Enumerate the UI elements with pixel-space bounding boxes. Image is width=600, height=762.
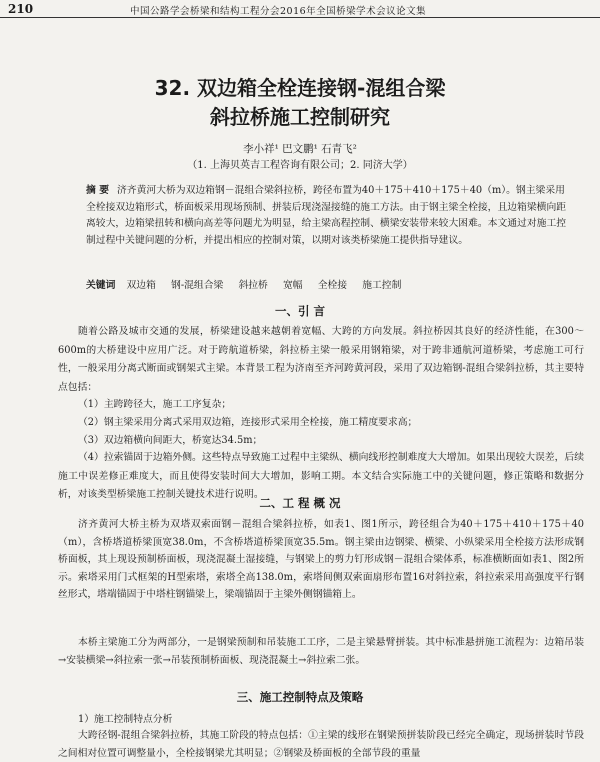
abstract-text: 济齐黄河大桥为双边箱钢－混组合梁斜拉桥，跨径布置为40＋175＋410＋175＋40（m）。钢主梁采用全栓接双边箱形式，桥面板采用现场预制、拼装后现浇湿接缝的施工方法。由于钢主梁全栓接，且边箱梁横向距离较大，边箱梁扭转和横向高差等问题尤为明显，给主梁高程控制、横梁安装带来较大困难。本文通过对施工控制过程中关键问题的分析，并提出相应的控制对策，以期对该类桥梁施工提供指导建议。 [86, 185, 567, 246]
intro-paragraph-2: （4）拉索锚固于边箱外侧。这些特点导致施工过程中主梁纵、横向线形控制难度大大增加。如果出现较大误差，后续施工中误差修正难度大，而且使得安装时间大大增加，影响工期。本文结合实际施工中的关键问题，修正策略和数据分析，对该类型桥梁施工控制关键技术进行说明。 [58, 452, 584, 501]
paper-title-line-1: 32. 双边箱全栓连接钢-混组合梁 [154, 76, 446, 100]
journal-title: 中国公路学会桥梁和结构工程分会2016年全国桥梁学术会议论文集 [130, 6, 427, 17]
header-rule [0, 17, 600, 18]
keyword-item: 双边箱 [126, 280, 156, 291]
overview-paragraph-2: 本桥主梁施工分为两部分，一是钢梁预制和吊装施工工序，二是主梁悬臂拼装。其中标准悬拼施工流程为：边箱吊装→安装横梁→斜拉索一张→吊装预制桥面板、现浇混凝土→斜拉索二张。 [58, 637, 584, 666]
overview-paragraph-1: 济齐黄河大桥主桥为双塔双索面钢－混组合梁斜拉桥，如表1、图1所示，跨径组合为40＋175＋410＋175＋40（m），含桥塔道桥梁顶宽38.0m，不含桥塔道桥梁顶宽35.5m。钢主梁由边钢梁、横梁、小纵梁采用全栓接方法形成钢桥面板，其上现设预制桥面板，现浇混凝土湿接缝，与钢梁上的剪力钉形成钢－混组合梁体系，标准横断面如表1、图2所示。索塔采用门式框架的H型索塔，索塔全高138.0m，索塔间侧双索面扇形布置16对斜拉索，斜拉索采用高强度平行钢丝形式，塔端锚固于中塔柱钢锚梁上，梁端锚固于主梁外侧钢锚箱上。 [58, 519, 584, 601]
intro-list-item: （3）双边箱横向间距大，桥宽达34.5m； [78, 435, 263, 446]
author-affiliation: （1. 上海贝英吉工程咨询有限公司；2. 同济大学） [187, 160, 413, 171]
control-paragraph-1: 大跨径钢-混组合梁斜拉桥，其施工阶段的特点包括：①主梁的线形在钢梁预拼装阶段已经完全确定，现场拼装时节段之间相对位置可调整量小，全栓接钢梁尤其明显；②钢梁及桥面板的全部节段的重量 [58, 730, 584, 759]
keyword-item: 斜拉桥 [238, 280, 268, 291]
keyword-item: 宽幅 [282, 280, 303, 291]
paper-title-line-2: 斜拉桥施工控制研究 [210, 105, 390, 129]
intro-list-item: （2）钢主梁采用分离式采用双边箱，连接形式采用全栓接，施工精度要求高； [78, 417, 418, 428]
page-number: 210 [8, 2, 34, 16]
keyword-item: 施工控制 [362, 280, 402, 291]
running-header [0, 0, 600, 18]
intro-list-item: （1）主跨跨径大，施工工序复杂； [78, 399, 232, 410]
abstract-label: 摘 要 [86, 185, 110, 196]
section-heading-overview: 二、工 程 概 况 [259, 496, 341, 510]
keywords [86, 277, 572, 291]
keyword-item: 钢-混组合梁 [171, 280, 224, 291]
intro-paragraph-1: 随着公路及城市交通的发展，桥梁建设越来越朝着宽幅、大跨的方向发展。斜拉桥因其良好的经济性能，在300～600m的大桥建设中应用广泛。对于跨航道桥梁，斜拉桥主梁一般采用钢箱梁，对于跨非通航河道桥梁，考虑施工可行性，一般采用分离式断面或钢架式主梁。本背景工程为济南至齐河跨黄河段，采用了双边箱钢-混组合梁斜拉桥，其主要特点包括： [58, 326, 584, 393]
section-heading-introduction: 一、引 言 [274, 304, 325, 318]
keyword-item: 全栓接 [317, 280, 348, 291]
subsection-heading: 1）施工控制特点分析 [78, 714, 173, 725]
keywords-label: 关键词 [86, 280, 116, 291]
author-list: 李小祥¹ 巴文鹏¹ 石青飞² [243, 143, 357, 155]
section-heading-construction-control: 三、施工控制特点及策略 [236, 690, 364, 704]
abstract [86, 183, 572, 249]
